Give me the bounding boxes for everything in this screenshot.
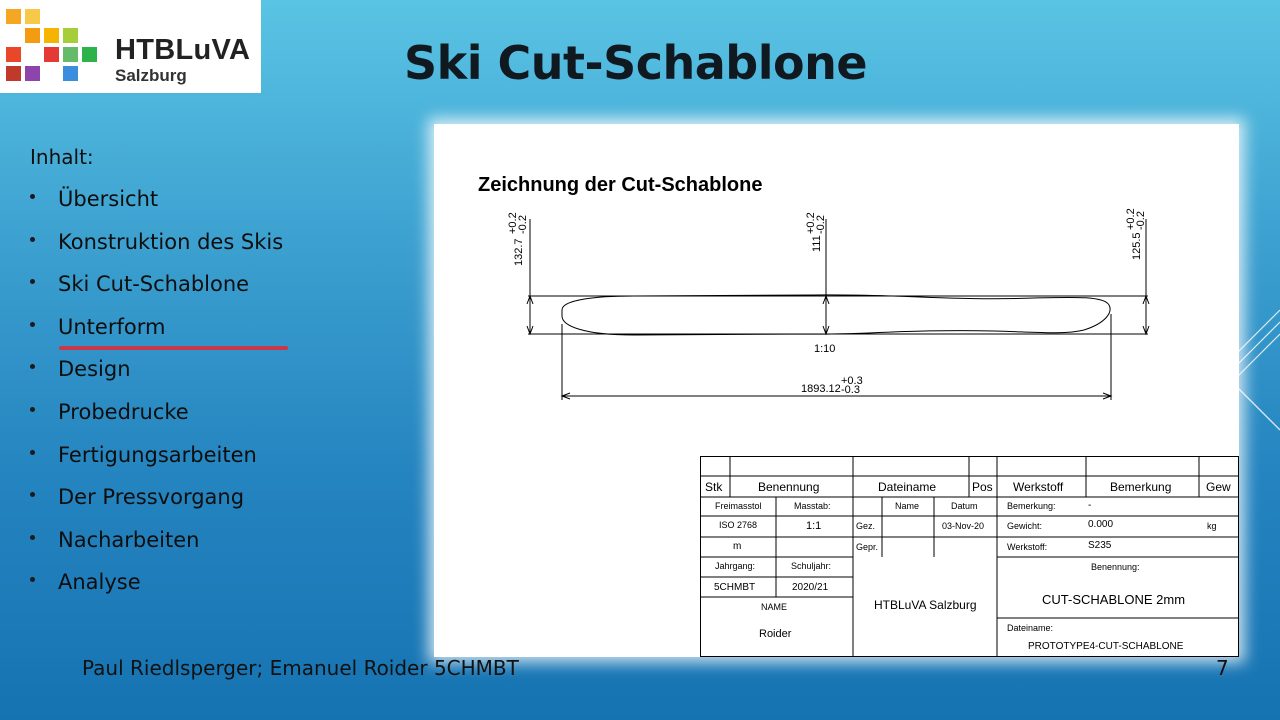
bullet-icon — [30, 407, 35, 412]
logo-subtitle: Salzburg — [115, 66, 187, 85]
tb-header-stk: Stk — [705, 480, 723, 494]
tb-name-label: Name — [895, 501, 920, 511]
tb-name-field-label: NAME — [761, 602, 788, 612]
tb-header-bemerkung: Bemerkung — [1110, 480, 1172, 494]
tb-benennung-value: CUT-SCHABLONE 2mm — [1042, 592, 1186, 607]
toc-item-label: Unterform — [58, 314, 166, 339]
tb-header-gew: Gew — [1206, 480, 1231, 494]
tb-bemerkung-value: - — [1088, 500, 1092, 511]
toc-item-nacharbeiten[interactable] — [30, 525, 283, 568]
dim-left-tol-up: +0.2 — [507, 212, 519, 234]
toc-item-konstruktion[interactable] — [30, 227, 283, 270]
tb-school: HTBLuVA Salzburg — [874, 598, 977, 612]
toc-item-label: Analyse — [58, 570, 141, 595]
toc-item-label: Fertigungsarbeiten — [58, 442, 257, 467]
dim-left-width: 132.7 — [513, 238, 525, 266]
toc-item-uebersicht[interactable] — [30, 184, 283, 227]
drawing-titleblock — [700, 456, 1239, 657]
dim-length-tol-up: +0.3 — [841, 375, 863, 387]
bullet-icon — [30, 279, 35, 284]
toc-item-label: Der Pressvorgang — [58, 485, 245, 510]
tb-freimasstol-value: ISO 2768 — [719, 520, 758, 530]
dim-mid-tol-down: -0.2 — [815, 215, 827, 234]
toc-item-pressvorgang[interactable] — [30, 482, 283, 525]
toc-heading: Inhalt: — [30, 145, 94, 169]
footer-authors: Paul Riedlsperger; Emanuel Roider 5CHMBT — [82, 656, 519, 680]
logo-name: HTBLuVA — [115, 34, 251, 66]
technical-drawing — [434, 124, 1239, 657]
toc-item-probedrucke[interactable] — [30, 397, 283, 440]
toc-item-fertigungsarbeiten[interactable] — [30, 440, 283, 483]
dim-mid-tol-up: +0.2 — [805, 212, 817, 234]
tb-header-dateiname: Dateiname — [878, 480, 937, 494]
tb-name-field-value: Roider — [759, 628, 792, 640]
tb-gez-label: Gez. — [856, 521, 876, 531]
bullet-icon — [30, 322, 35, 327]
page-number: 7 — [1216, 656, 1229, 680]
tb-header-werkstoff: Werkstoff — [1013, 480, 1064, 494]
tb-werkstoff-value: S235 — [1088, 540, 1112, 551]
toc-item-cut-schablone[interactable] — [30, 269, 283, 312]
bullet-icon — [30, 577, 35, 582]
dim-length: 1893.12 — [801, 383, 841, 395]
dim-left-tol-down: -0.2 — [517, 215, 529, 234]
dim-right-width: 125.5 — [1131, 232, 1143, 260]
tb-gepr-label: Gepr. — [856, 542, 879, 552]
bullet-icon — [30, 492, 35, 497]
toc-item-label: Nacharbeiten — [58, 527, 200, 552]
ski-outline — [562, 295, 1110, 335]
logo-squares-icon — [6, 9, 102, 85]
tb-schuljahr-value: 2020/21 — [792, 582, 829, 593]
tb-bemerkung-label: Bemerkung: — [1007, 501, 1056, 511]
tb-dateiname-value: PROTOTYPE4-CUT-SCHABLONE — [1028, 641, 1184, 652]
toc-item-label: Ski Cut-Schablone — [58, 272, 250, 297]
dim-right-tol-down: -0.2 — [1135, 211, 1147, 230]
tb-werkstoff-label: Werkstoff: — [1007, 542, 1048, 552]
bullet-icon — [30, 364, 35, 369]
school-logo — [0, 0, 261, 93]
tb-benennung-label: Benennung: — [1091, 562, 1140, 572]
tb-jahrgang-value: 5CHMBT — [714, 582, 756, 593]
tb-freimasstol-label: Freimasstol — [715, 501, 762, 511]
toc-list — [30, 184, 283, 610]
toc-item-analyse[interactable] — [30, 567, 283, 610]
tb-freimasstol-class: m — [733, 541, 742, 552]
tb-jahrgang-label: Jahrgang: — [715, 561, 756, 571]
tb-masstab-value: 1:1 — [806, 520, 822, 532]
tb-gewicht-value: 0.000 — [1088, 519, 1114, 530]
drawing-heading: Zeichnung der Cut-Schablone — [478, 174, 763, 196]
slide-title: Ski Cut-Schablone — [404, 36, 868, 90]
ski-outline-drawing — [434, 124, 1239, 424]
dim-length-tol-down: -0.3 — [841, 384, 860, 396]
tb-datum-label: Datum — [951, 501, 978, 511]
tb-gez-date: 03-Nov-20 — [942, 521, 985, 531]
tb-gewicht-unit: kg — [1207, 521, 1217, 531]
active-item-underline — [59, 346, 288, 350]
tb-schuljahr-label: Schuljahr: — [791, 561, 832, 571]
toc-item-design[interactable] — [30, 354, 283, 397]
toc-item-label: Design — [58, 357, 131, 382]
tb-gewicht-label: Gewicht: — [1007, 521, 1043, 531]
toc-item-label: Konstruktion des Skis — [58, 229, 284, 254]
bullet-icon — [30, 237, 35, 242]
tb-header-benennung: Benennung — [758, 480, 820, 494]
bullet-icon — [30, 535, 35, 540]
tb-header-pos: Pos — [972, 480, 993, 494]
dim-mid-width: 111 — [811, 235, 823, 252]
bullet-icon — [30, 450, 35, 455]
toc-item-label: Probedrucke — [58, 399, 189, 424]
dim-right-tol-up: +0.2 — [1125, 208, 1137, 230]
tb-dateiname-label: Dateiname: — [1007, 623, 1054, 633]
toc-item-label: Übersicht — [58, 187, 159, 211]
tb-masstab-label: Masstab: — [794, 501, 831, 511]
drawing-scale: 1:10 — [814, 343, 836, 355]
bullet-icon — [30, 194, 35, 199]
